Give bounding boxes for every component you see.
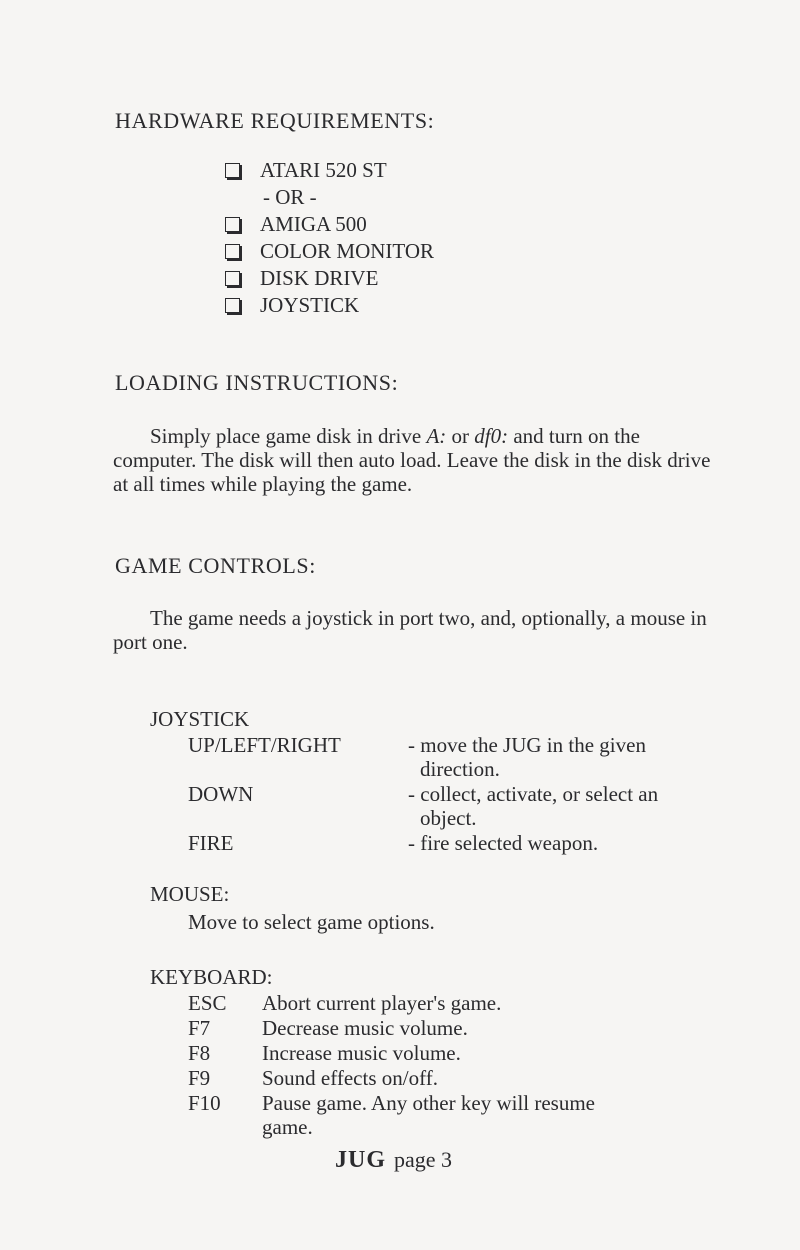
mouse-heading: MOUSE: [150, 882, 230, 906]
keyboard-key: F9 [188, 1066, 211, 1090]
loading-text-1: Simply place game disk in drive [150, 424, 427, 448]
hardware-item-disk [225, 266, 378, 291]
jug-logo: JUG [335, 1147, 386, 1173]
joystick-desc-cont: object. [420, 806, 477, 830]
joystick-key: FIRE [188, 831, 234, 855]
hardware-item-label: DISK DRIVE [260, 266, 379, 290]
hardware-item-or: - OR - [263, 185, 317, 209]
checkbox-icon [225, 217, 240, 232]
hardware-item-joystick [225, 293, 359, 318]
joystick-desc: - collect, activate, or select an [408, 782, 659, 806]
keyboard-key: ESC [188, 991, 227, 1015]
checkbox-icon [225, 298, 240, 313]
keyboard-desc: Increase music volume. [262, 1041, 461, 1065]
controls-intro: The game needs a joystick in port two, and, optionally, a mouse in port one. [113, 606, 707, 654]
keyboard-desc: Pause game. Any other key will resume [262, 1091, 596, 1115]
loading-paragraph [113, 424, 713, 496]
joystick-key: DOWN [188, 782, 254, 806]
controls-heading: GAME CONTROLS: [115, 553, 316, 578]
checkbox-icon [225, 244, 240, 259]
hardware-item-label: COLOR MONITOR [260, 239, 435, 263]
drive-a: A: [426, 424, 447, 448]
hardware-item-label: JOYSTICK [260, 293, 360, 317]
checkbox-icon [225, 271, 240, 286]
drive-df0: df0: [474, 424, 509, 448]
keyboard-key: F7 [188, 1016, 211, 1040]
keyboard-desc: Sound effects on/off. [262, 1066, 438, 1090]
loading-text-3: and turn on the computer. The disk will then auto load. Leave the disk in the disk drive at all times while playing the game. [113, 424, 711, 496]
hardware-item-label: ATARI 520 ST [260, 158, 387, 182]
hardware-item-amiga [225, 212, 367, 237]
loading-text-2: or [446, 424, 475, 448]
page-number: page 3 [394, 1147, 453, 1172]
keyboard-heading: KEYBOARD: [150, 965, 273, 989]
joystick-key: UP/LEFT/RIGHT [188, 733, 341, 757]
hardware-item-monitor [225, 239, 434, 264]
joystick-desc: - fire selected weapon. [408, 831, 599, 855]
keyboard-key: F8 [188, 1041, 211, 1065]
keyboard-desc: Abort current player's game. [262, 991, 502, 1015]
hardware-item-label: AMIGA 500 [260, 212, 367, 236]
joystick-desc: - move the JUG in the given [408, 733, 646, 757]
loading-heading: LOADING INSTRUCTIONS: [115, 370, 399, 395]
keyboard-desc-cont: game. [262, 1115, 313, 1139]
keyboard-desc: Decrease music volume. [262, 1016, 468, 1040]
page-footer [335, 1147, 452, 1174]
joystick-desc-cont: direction. [420, 757, 500, 781]
hardware-heading: HARDWARE REQUIREMENTS: [115, 108, 435, 133]
checkbox-icon [225, 163, 240, 178]
hardware-item-atari [225, 158, 387, 183]
keyboard-key: F10 [188, 1091, 221, 1115]
joystick-heading: JOYSTICK [150, 707, 250, 731]
mouse-desc: Move to select game options. [188, 910, 435, 934]
